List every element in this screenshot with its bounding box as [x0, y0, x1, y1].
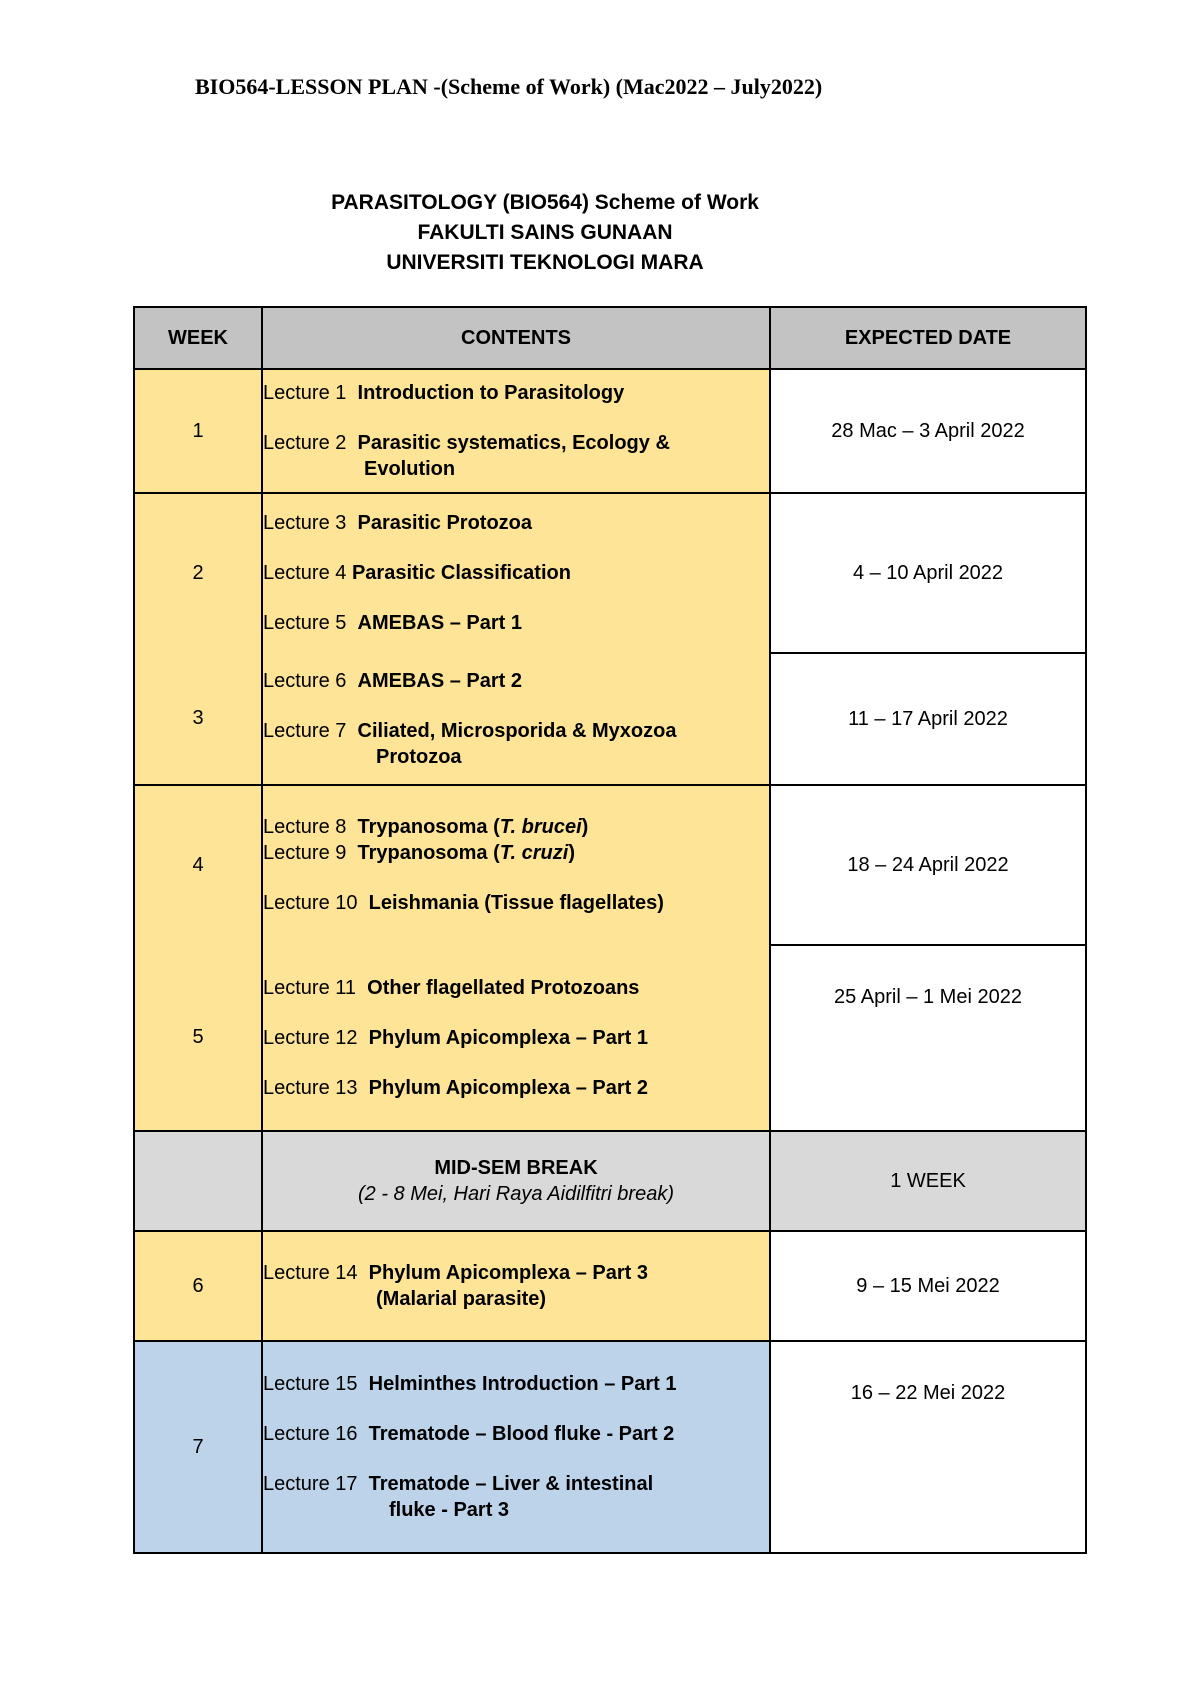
week-cell: 4	[134, 785, 262, 945]
document-title	[0, 188, 1090, 278]
week-cell: 3	[134, 653, 262, 785]
table-row	[134, 369, 1086, 493]
mid-sem-break-title: MID-SEM BREAK	[434, 1157, 598, 1179]
date-cell: 25 April – 1 Mei 2022	[770, 945, 1086, 1131]
lecture-item: Lecture 5 AMEBAS – Part 1	[263, 612, 523, 635]
contents-cell	[262, 1341, 770, 1553]
table-row	[134, 653, 1086, 785]
date-cell: 11 – 17 April 2022	[770, 653, 1086, 785]
table-row	[134, 1131, 1086, 1231]
lecture-item: Lecture 16 Trematode – Blood fluke - Part 2	[263, 1423, 675, 1445]
title-line-course: PARASITOLOGY (BIO564) Scheme of Work	[331, 191, 759, 214]
lecture-item: Lecture 8 Trypanosoma (T. brucei)	[263, 816, 589, 839]
contents-cell	[262, 1231, 770, 1341]
contents-cell	[262, 493, 770, 653]
title-line-faculty: FAKULTI SAINS GUNAAN	[417, 221, 673, 244]
lecture-item: Lecture 17 Trematode – Liver & intestinal fluke - Part 3	[263, 1473, 654, 1521]
week-cell	[134, 1131, 262, 1231]
title-line-university: UNIVERSITI TEKNOLOGI MARA	[386, 251, 704, 274]
scheme-of-work-table	[133, 306, 1087, 1554]
date-cell: 9 – 15 Mei 2022	[770, 1231, 1086, 1341]
mid-sem-break-note: (2 - 8 Mei, Hari Raya Aidilfitri break)	[357, 1183, 674, 1205]
contents-cell	[262, 1131, 770, 1231]
week-cell: 6	[134, 1231, 262, 1341]
date-cell: 1 WEEK	[770, 1131, 1086, 1231]
contents-cell	[262, 369, 770, 493]
lecture-item: Lecture 13 Phylum Apicomplexa – Part 2	[263, 1076, 648, 1099]
page-header: BIO564-LESSON PLAN -(Scheme of Work) (Mac2022 – July2022)	[195, 74, 823, 99]
header-contents: CONTENTS	[262, 307, 770, 369]
week-cell: 7	[134, 1341, 262, 1553]
lecture-item: Lecture 6 AMEBAS – Part 2	[263, 669, 523, 692]
contents-cell	[262, 945, 770, 1131]
date-cell: 28 Mac – 3 April 2022	[770, 369, 1086, 493]
lecture-item: Lecture 3 Parasitic Protozoa	[263, 512, 533, 535]
header-week: WEEK	[134, 307, 262, 369]
lecture-item: Lecture 4 Parasitic Classification	[263, 562, 571, 585]
lecture-item: Lecture 15 Helminthes Introduction – Part 1	[263, 1373, 677, 1395]
date-cell: 16 – 22 Mei 2022	[770, 1341, 1086, 1553]
table-header-row	[134, 307, 1086, 369]
table-row	[134, 1231, 1086, 1341]
week-cell: 2	[134, 493, 262, 653]
table-row	[134, 785, 1086, 945]
date-cell: 18 – 24 April 2022	[770, 785, 1086, 945]
week-cell: 1	[134, 369, 262, 493]
lecture-item: Lecture 12 Phylum Apicomplexa – Part 1	[263, 1026, 648, 1049]
lecture-item: Lecture 1 Introduction to Parasitology	[263, 382, 625, 404]
date-cell: 4 – 10 April 2022	[770, 493, 1086, 653]
week-cell: 5	[134, 945, 262, 1131]
contents-cell	[262, 785, 770, 945]
lecture-item: Lecture 10 Leishmania (Tissue flagellates)	[263, 892, 664, 915]
header-expected-date: EXPECTED DATE	[770, 307, 1086, 369]
table-row	[134, 945, 1086, 1131]
lecture-item: Lecture 11 Other flagellated Protozoans	[263, 976, 640, 999]
table-row	[134, 1341, 1086, 1553]
contents-cell	[262, 653, 770, 785]
lecture-item: Lecture 2 Parasitic systematics, Ecology & Evolution	[263, 432, 670, 480]
lecture-item: Lecture 9 Trypanosoma (T. cruzi)	[263, 842, 575, 865]
lecture-item: Lecture 7 Ciliated, Microsporida & Myxozoa Protozoa	[263, 719, 677, 768]
lecture-item: Lecture 14 Phylum Apicomplexa – Part 3 (Malarial parasite)	[263, 1262, 648, 1310]
table-row	[134, 493, 1086, 653]
